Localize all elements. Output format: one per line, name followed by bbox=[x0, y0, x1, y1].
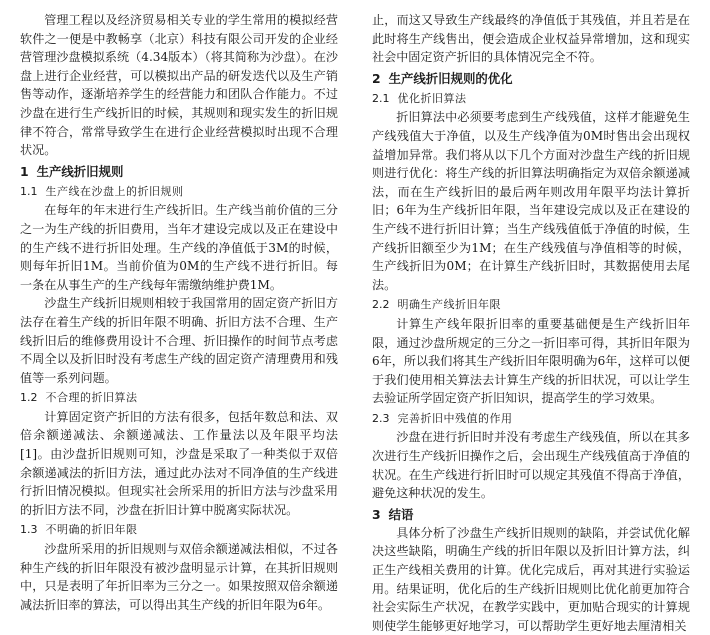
subsection-2-2-heading bbox=[372, 296, 690, 315]
subsection-number: 2.3 bbox=[372, 411, 390, 425]
section-2-heading bbox=[372, 69, 690, 88]
subsection-1-3-heading bbox=[20, 521, 338, 540]
subsection-title: 不明确的折旧年限 bbox=[45, 523, 138, 537]
left-column bbox=[20, 11, 338, 614]
subsection-2-3-heading bbox=[372, 410, 690, 429]
subsection-title: 完善折旧中残值的作用 bbox=[397, 411, 513, 425]
section-title: 结语 bbox=[388, 506, 414, 522]
subsection-title: 生产线在沙盘上的折旧规则 bbox=[45, 184, 184, 198]
section-title: 生产线折旧规则 bbox=[36, 163, 124, 179]
section-number: 3 bbox=[372, 506, 381, 522]
subsection-number: 2.1 bbox=[372, 91, 390, 105]
subsection-number: 1.3 bbox=[20, 523, 38, 537]
subsection-title: 不合理的折旧算法 bbox=[45, 391, 138, 405]
subsection-number: 2.2 bbox=[372, 298, 390, 312]
subsection-1-2-heading bbox=[20, 389, 338, 408]
subsection-2-1-heading bbox=[372, 90, 690, 109]
subsection-1-1-heading bbox=[20, 183, 338, 202]
paragraph: 沙盘所采用的折旧规则与双倍余额递减法相似，不过各种生产线的折旧年限没有被沙盘明显示计算，在其折旧规则中，只是表明了年折旧率为三分之一。如果按照双倍余额递减法折旧率的算法，可以得出其生产线的折旧年限为6年。 bbox=[20, 542, 338, 612]
paragraph: 在每年的年末进行生产线折旧。生产线当前价值的三分之一为生产线的折旧费用，当年才建设完成以及正在建设中的生产线不进行折旧处理。生产线的净值低于3M的时候，则每年折旧1M。当前价值为0M的生产线不进行折旧。每一条在从事生产的生产线每年需缴纳维护费1M。 bbox=[20, 203, 338, 292]
paragraph: 具体分析了沙盘生产线折旧规则的缺陷，并尝试优化解决这些缺陷，明确生产线的折旧年限以及折旧计算方法，纠正生产线相关费用的计算。优化完成后，再对其进行实验运用。结果证明，优化后的生产线折旧规则比优化前更加符合社会实际生产状况，在教学实践中，更加贴合现实的计算规则使学生能够更好地学习，可以帮助学生更好地去厘清相关 bbox=[372, 525, 690, 633]
section-title: 生产线折旧规则的优化 bbox=[388, 70, 513, 86]
paragraph: 沙盘在进行折旧时并没有考虑生产线残值，所以在其多次进行生产线折旧操作之后，会出现生产线残值高于净值的状况。在生产线进行折旧时可以规定其残值不得高于净值，避免这种状况的发生。 bbox=[372, 430, 690, 501]
paragraph: 沙盘生产线折旧规则相较于我国常用的固定资产折旧方法存在着生产线的折旧年限不明确、折旧方法不合理、生产线折旧后的维修费用设计不合理、折旧操作的时间节点考虑不周全以及折旧时没有考虑生产线的固定资产清理费用和残值等一系列问题。 bbox=[20, 296, 338, 385]
section-1-heading bbox=[20, 162, 338, 181]
continued-paragraph: 止，而这又导致生产线最终的净值低于其残值，并且若是在此时将生产线售出，便会造成企业权益异常增加，这和现实社会中固定资产折旧的具体情况完全不符。 bbox=[372, 13, 690, 65]
section-number: 2 bbox=[372, 70, 381, 86]
subsection-number: 1.2 bbox=[20, 391, 38, 405]
subsection-number: 1.1 bbox=[20, 184, 38, 198]
subsection-title: 明确生产线折旧年限 bbox=[397, 298, 501, 312]
section-3-heading bbox=[372, 505, 690, 524]
section-number: 1 bbox=[20, 163, 29, 179]
paragraph: 折旧算法中必须要考虑到生产线残值，这样才能避免生产线残值大于净值，以及生产线净值为0M时售出会出现权益增加异常。我们将从以下几个方面对沙盘生产线的折旧规则进行优化：将生产线的折旧算法明确指定为双倍余额递减法，而在生产线折旧的最后两年则改用年限平均法计算折旧；6年为生产线折旧年限，当年建设完成以及正在建设的生产线不进行折旧计算；当生产线残值低于净值的时候，生产线折旧额至少为1M；在生产线残值与净值相等的时候，生产线折旧为0M；在计算生产线折旧时，其数据使用去尾法。 bbox=[372, 110, 690, 292]
subsection-title: 优化折旧算法 bbox=[397, 91, 467, 105]
right-column bbox=[372, 11, 690, 635]
paragraph: 计算生产线年限折旧率的重要基础便是生产线折旧年限，通过沙盘所规定的三分之一折旧率可得，其折旧年限为6年，所以我们将其生产线折旧年限明确为6年，这样可以便于我们使用相关算法去计算生产线的折旧状况，可以让学生去验证所学固定资产折旧知识，提高学生的学习效果。 bbox=[372, 316, 690, 406]
intro-paragraph: 管理工程以及经济贸易相关专业的学生常用的模拟经营软件之一便是中教畅享（北京）科技有限公司开发的企业经营管理沙盘模拟系统（4.34版本）（将其简称为沙盘）。在沙盘上进行企业经营，可以模拟出产品的研发迭代以及生产销售等动作，逐渐培养学生的经营能力和团队合作能力。不过沙盘在进行生产线折旧的时候，其规则和现实发生的折旧规律不符合，常常导致学生在进行企业经营模拟时出现不合理状况。 bbox=[20, 13, 338, 158]
paragraph: 计算固定资产折旧的方法有很多，包括年数总和法、双倍余额递减法、余额递减法、工作量法以及年限平均法[1]。由沙盘折旧规则可知，沙盘是采取了一种类似于双倍余额递减法的折旧方法，通过此办法对不同净值的生产线进行折旧情况模拟。但现实社会所采用的折旧方法与沙盘采用的折旧方法不同，沙盘在折旧计算中脱离实际状况。 bbox=[20, 409, 338, 517]
